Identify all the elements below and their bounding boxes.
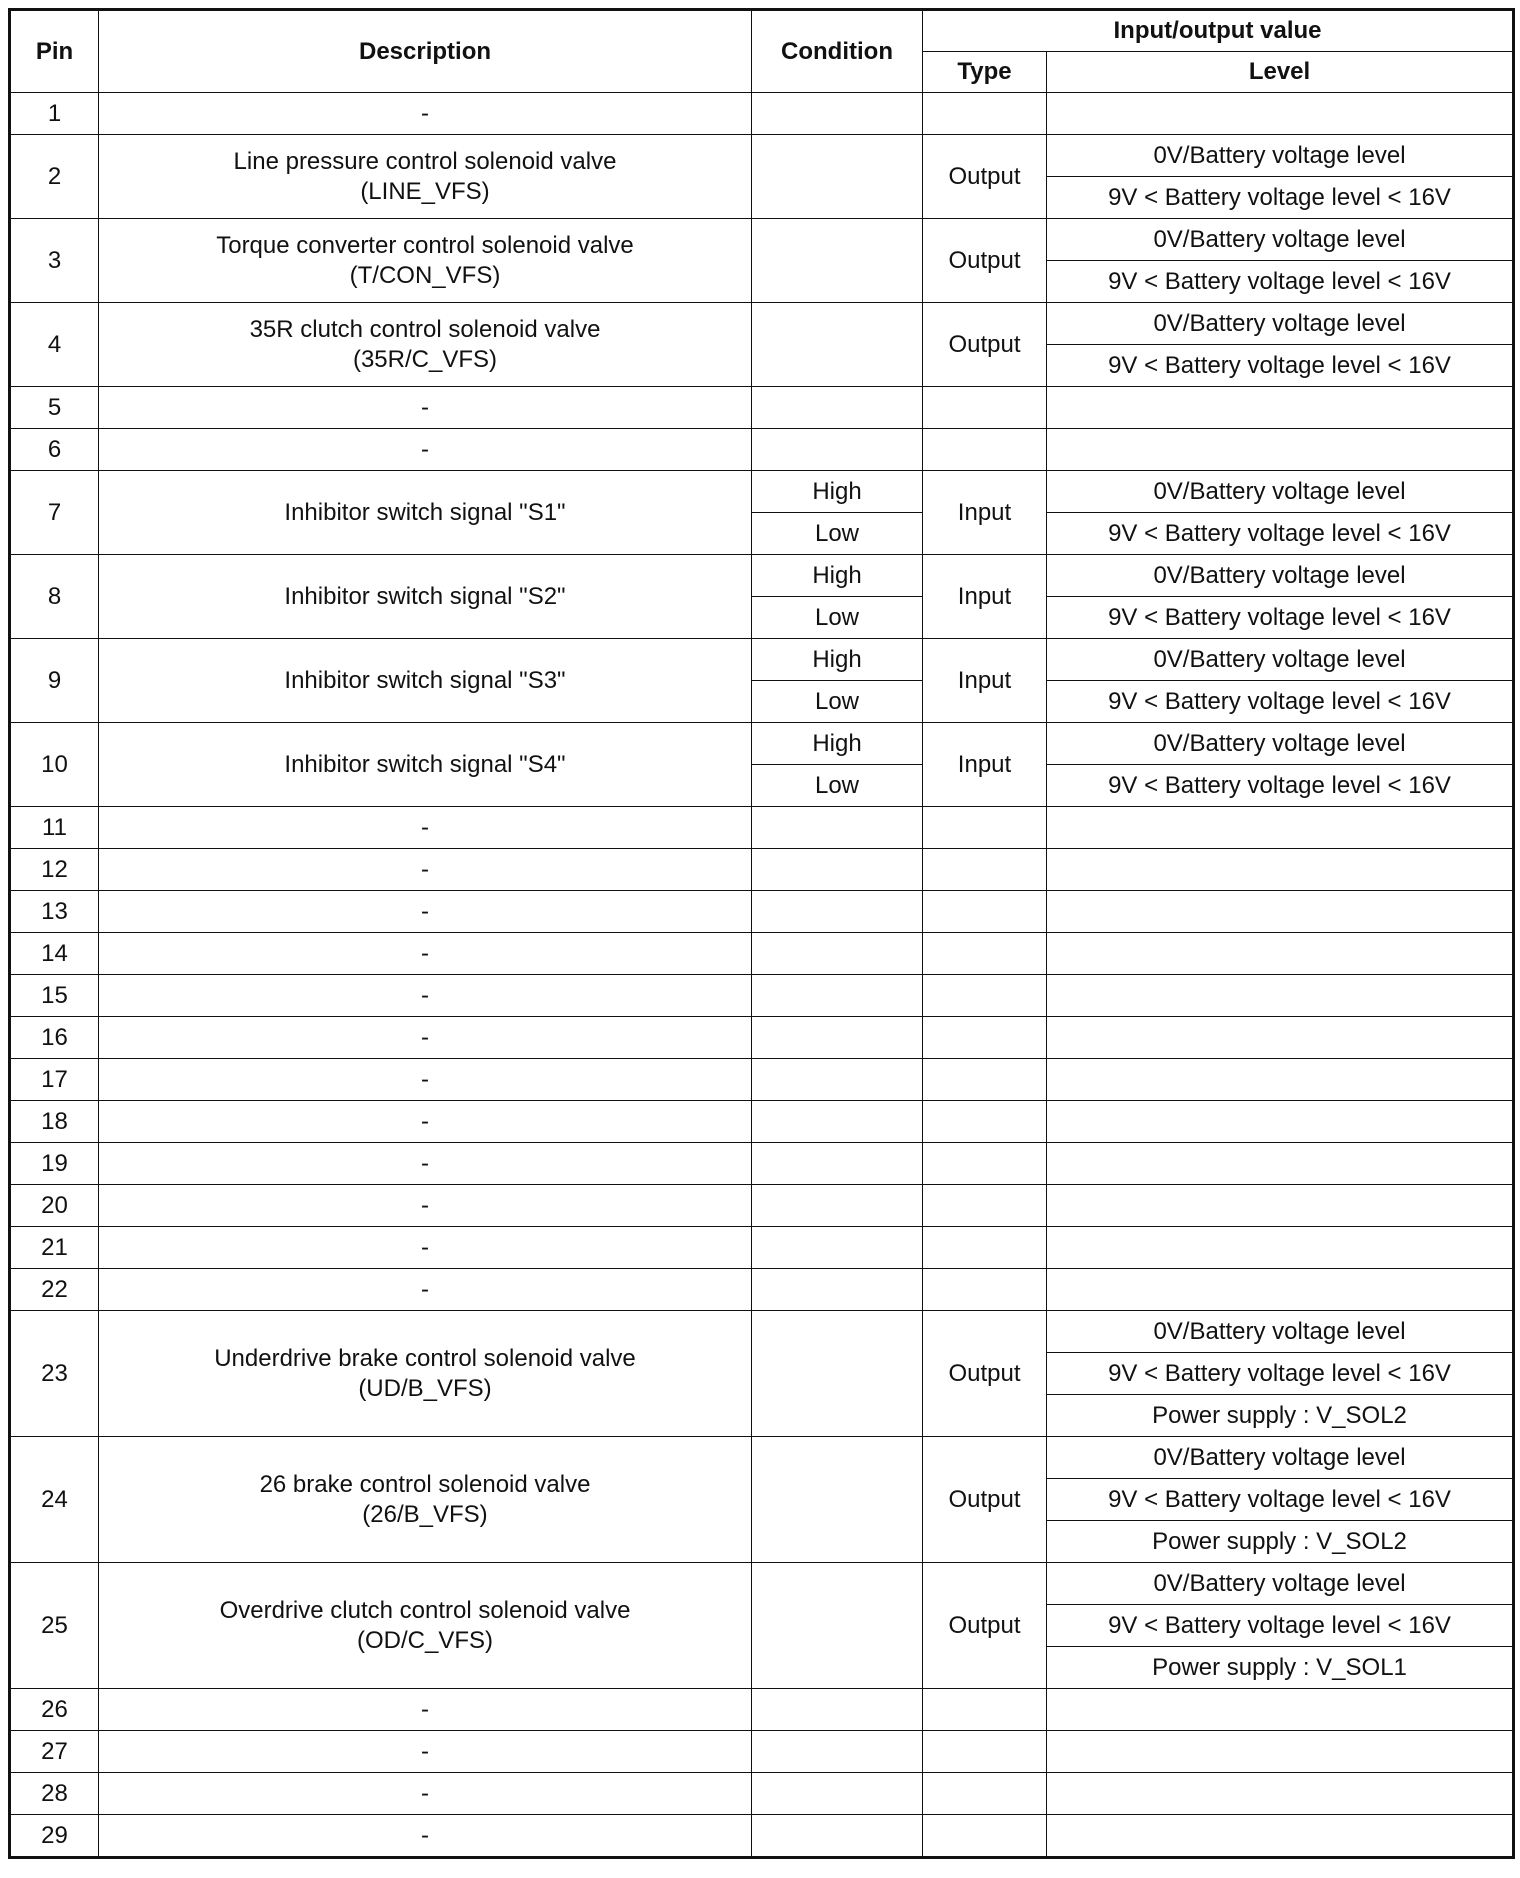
description-cell xyxy=(99,1269,752,1311)
description-cell xyxy=(99,1101,752,1143)
level-cell: 9V < Battery voltage level < 16V xyxy=(1047,597,1514,639)
table-row xyxy=(10,1101,1514,1143)
description-line: - xyxy=(421,393,429,421)
description-line: - xyxy=(421,981,429,1009)
table-row xyxy=(10,933,1514,975)
table-row xyxy=(10,1017,1514,1059)
level-cell xyxy=(1047,1185,1514,1227)
pin-number: 21 xyxy=(10,1227,99,1269)
table-row xyxy=(10,1311,1514,1353)
level-cell: 0V/Battery voltage level xyxy=(1047,471,1514,513)
type-cell xyxy=(923,387,1047,429)
level-cell xyxy=(1047,1101,1514,1143)
type-cell xyxy=(923,1269,1047,1311)
description-line: (LINE_VFS) xyxy=(360,177,490,205)
table-row xyxy=(10,555,1514,597)
description-cell xyxy=(99,1731,752,1773)
description-line: (OD/C_VFS) xyxy=(356,1626,493,1654)
condition-cell: High xyxy=(752,471,923,513)
condition-cell xyxy=(752,1437,923,1563)
header-description: Description xyxy=(99,10,752,93)
pin-number: 2 xyxy=(10,135,99,219)
pin-number: 10 xyxy=(10,723,99,807)
description-cell xyxy=(99,1689,752,1731)
pin-number: 3 xyxy=(10,219,99,303)
level-cell: 0V/Battery voltage level xyxy=(1047,1437,1514,1479)
type-cell: Input xyxy=(923,639,1047,723)
level-cell: 9V < Battery voltage level < 16V xyxy=(1047,765,1514,807)
level-cell: 0V/Battery voltage level xyxy=(1047,1563,1514,1605)
description-cell xyxy=(99,1563,752,1689)
level-cell: Power supply : V_SOL2 xyxy=(1047,1521,1514,1563)
level-cell xyxy=(1047,1815,1514,1858)
description-line: - xyxy=(421,1233,429,1261)
condition-cell xyxy=(752,1311,923,1437)
description-line: Inhibitor switch signal "S2" xyxy=(284,582,566,610)
pin-number: 27 xyxy=(10,1731,99,1773)
table-row xyxy=(10,849,1514,891)
level-cell: 0V/Battery voltage level xyxy=(1047,303,1514,345)
description-line: - xyxy=(421,1191,429,1219)
condition-cell xyxy=(752,1689,923,1731)
header-type: Type xyxy=(923,52,1047,93)
description-line: - xyxy=(421,1737,429,1765)
description-cell xyxy=(99,303,752,387)
table-row xyxy=(10,723,1514,765)
condition-cell xyxy=(752,387,923,429)
condition-cell: Low xyxy=(752,681,923,723)
pin-number: 17 xyxy=(10,1059,99,1101)
type-cell: Output xyxy=(923,1437,1047,1563)
condition-cell xyxy=(752,93,923,135)
pin-number: 18 xyxy=(10,1101,99,1143)
table-row xyxy=(10,891,1514,933)
level-cell: 9V < Battery voltage level < 16V xyxy=(1047,513,1514,555)
type-cell xyxy=(923,849,1047,891)
header-condition: Condition xyxy=(752,10,923,93)
condition-cell xyxy=(752,1017,923,1059)
description-cell xyxy=(99,849,752,891)
pin-number: 20 xyxy=(10,1185,99,1227)
condition-cell xyxy=(752,807,923,849)
level-cell xyxy=(1047,849,1514,891)
header-level: Level xyxy=(1047,52,1514,93)
description-cell xyxy=(99,891,752,933)
description-cell xyxy=(99,975,752,1017)
table-row xyxy=(10,639,1514,681)
condition-cell xyxy=(752,1227,923,1269)
pin-number: 6 xyxy=(10,429,99,471)
type-cell xyxy=(923,1731,1047,1773)
pin-number: 1 xyxy=(10,93,99,135)
description-line: 35R clutch control solenoid valve xyxy=(249,315,601,343)
condition-cell: Low xyxy=(752,513,923,555)
level-cell xyxy=(1047,1269,1514,1311)
description-line: - xyxy=(421,1107,429,1135)
description-cell xyxy=(99,471,752,555)
table-row xyxy=(10,1143,1514,1185)
condition-cell xyxy=(752,849,923,891)
level-cell xyxy=(1047,933,1514,975)
description-cell xyxy=(99,1185,752,1227)
table-row xyxy=(10,1059,1514,1101)
condition-cell xyxy=(752,1185,923,1227)
description-line: - xyxy=(421,1779,429,1807)
description-line: - xyxy=(421,855,429,883)
type-cell: Output xyxy=(923,135,1047,219)
description-line: - xyxy=(421,435,429,463)
description-line: Inhibitor switch signal "S1" xyxy=(284,498,566,526)
table-row xyxy=(10,1815,1514,1858)
level-cell xyxy=(1047,1017,1514,1059)
level-cell: 0V/Battery voltage level xyxy=(1047,135,1514,177)
table-row xyxy=(10,975,1514,1017)
table-row xyxy=(10,1227,1514,1269)
pin-number: 25 xyxy=(10,1563,99,1689)
type-cell xyxy=(923,891,1047,933)
description-line: - xyxy=(421,1149,429,1177)
description-line: (35R/C_VFS) xyxy=(352,345,498,373)
type-cell xyxy=(923,1017,1047,1059)
description-cell xyxy=(99,1437,752,1563)
table-row xyxy=(10,93,1514,135)
type-cell xyxy=(923,1773,1047,1815)
condition-cell xyxy=(752,1731,923,1773)
pin-number: 26 xyxy=(10,1689,99,1731)
description-cell xyxy=(99,135,752,219)
pin-number: 9 xyxy=(10,639,99,723)
level-cell xyxy=(1047,975,1514,1017)
level-cell: 9V < Battery voltage level < 16V xyxy=(1047,1353,1514,1395)
table-row xyxy=(10,387,1514,429)
description-line: - xyxy=(421,99,429,127)
table-row xyxy=(10,807,1514,849)
level-cell: 9V < Battery voltage level < 16V xyxy=(1047,681,1514,723)
condition-cell: High xyxy=(752,639,923,681)
pin-number: 28 xyxy=(10,1773,99,1815)
table-header xyxy=(10,10,1514,93)
pin-number: 8 xyxy=(10,555,99,639)
description-line: Underdrive brake control solenoid valve xyxy=(214,1344,636,1372)
table-row xyxy=(10,1563,1514,1605)
condition-cell: High xyxy=(752,555,923,597)
level-cell xyxy=(1047,93,1514,135)
description-cell xyxy=(99,93,752,135)
pin-number: 22 xyxy=(10,1269,99,1311)
condition-cell xyxy=(752,1563,923,1689)
pin-table xyxy=(8,8,1515,1859)
type-cell xyxy=(923,1689,1047,1731)
pin-number: 14 xyxy=(10,933,99,975)
condition-cell: High xyxy=(752,723,923,765)
level-cell: 0V/Battery voltage level xyxy=(1047,555,1514,597)
condition-cell xyxy=(752,303,923,387)
description-line: (T/CON_VFS) xyxy=(349,261,501,289)
type-cell xyxy=(923,1143,1047,1185)
condition-cell xyxy=(752,1269,923,1311)
pin-number: 7 xyxy=(10,471,99,555)
description-line: Torque converter control solenoid valve xyxy=(216,231,634,259)
pin-number: 19 xyxy=(10,1143,99,1185)
type-cell xyxy=(923,1227,1047,1269)
description-cell xyxy=(99,219,752,303)
description-cell xyxy=(99,1815,752,1858)
level-cell: 0V/Battery voltage level xyxy=(1047,723,1514,765)
table-row xyxy=(10,1269,1514,1311)
level-cell xyxy=(1047,1227,1514,1269)
table-row xyxy=(10,471,1514,513)
level-cell: 9V < Battery voltage level < 16V xyxy=(1047,1605,1514,1647)
level-cell xyxy=(1047,1689,1514,1731)
type-cell: Output xyxy=(923,1311,1047,1437)
type-cell: Output xyxy=(923,219,1047,303)
description-cell xyxy=(99,555,752,639)
pin-number: 11 xyxy=(10,807,99,849)
pin-number: 29 xyxy=(10,1815,99,1858)
type-cell xyxy=(923,1059,1047,1101)
level-cell xyxy=(1047,1773,1514,1815)
condition-cell xyxy=(752,429,923,471)
pin-number: 24 xyxy=(10,1437,99,1563)
level-cell: Power supply : V_SOL1 xyxy=(1047,1647,1514,1689)
description-line: (UD/B_VFS) xyxy=(358,1374,492,1402)
condition-cell xyxy=(752,219,923,303)
description-cell xyxy=(99,933,752,975)
description-line: Inhibitor switch signal "S4" xyxy=(284,750,566,778)
pin-number: 15 xyxy=(10,975,99,1017)
description-line: - xyxy=(421,939,429,967)
type-cell xyxy=(923,1185,1047,1227)
level-cell: 0V/Battery voltage level xyxy=(1047,1311,1514,1353)
type-cell: Input xyxy=(923,555,1047,639)
table-row xyxy=(10,135,1514,177)
table-row xyxy=(10,219,1514,261)
condition-cell: Low xyxy=(752,597,923,639)
level-cell xyxy=(1047,891,1514,933)
description-line: Overdrive clutch control solenoid valve xyxy=(219,1596,631,1624)
condition-cell xyxy=(752,1773,923,1815)
type-cell xyxy=(923,1815,1047,1858)
condition-cell xyxy=(752,1059,923,1101)
type-cell xyxy=(923,975,1047,1017)
level-cell xyxy=(1047,1143,1514,1185)
description-line: 26 brake control solenoid valve xyxy=(259,1470,591,1498)
condition-cell xyxy=(752,1815,923,1858)
description-line: - xyxy=(421,1275,429,1303)
level-cell: 0V/Battery voltage level xyxy=(1047,639,1514,681)
table-body xyxy=(10,93,1514,1858)
description-cell xyxy=(99,429,752,471)
description-line: - xyxy=(421,1065,429,1093)
condition-cell xyxy=(752,135,923,219)
level-cell: Power supply : V_SOL2 xyxy=(1047,1395,1514,1437)
description-line: - xyxy=(421,897,429,925)
description-line: - xyxy=(421,1821,429,1849)
condition-cell: Low xyxy=(752,765,923,807)
level-cell xyxy=(1047,1731,1514,1773)
pin-number: 12 xyxy=(10,849,99,891)
table-row xyxy=(10,1185,1514,1227)
table-row xyxy=(10,1689,1514,1731)
type-cell xyxy=(923,429,1047,471)
description-cell xyxy=(99,1143,752,1185)
description-line: - xyxy=(421,813,429,841)
pin-number: 4 xyxy=(10,303,99,387)
description-line: Inhibitor switch signal "S3" xyxy=(284,666,566,694)
condition-cell xyxy=(752,933,923,975)
description-cell xyxy=(99,1773,752,1815)
condition-cell xyxy=(752,1101,923,1143)
header-pin: Pin xyxy=(10,10,99,93)
level-cell: 0V/Battery voltage level xyxy=(1047,219,1514,261)
description-cell xyxy=(99,639,752,723)
type-cell xyxy=(923,93,1047,135)
table-row xyxy=(10,1773,1514,1815)
level-cell xyxy=(1047,429,1514,471)
condition-cell xyxy=(752,891,923,933)
table-row xyxy=(10,1731,1514,1773)
pin-number: 16 xyxy=(10,1017,99,1059)
description-cell xyxy=(99,1059,752,1101)
description-line: Line pressure control solenoid valve xyxy=(233,147,617,175)
type-cell xyxy=(923,933,1047,975)
description-line: - xyxy=(421,1695,429,1723)
pin-number: 5 xyxy=(10,387,99,429)
level-cell: 9V < Battery voltage level < 16V xyxy=(1047,177,1514,219)
level-cell: 9V < Battery voltage level < 16V xyxy=(1047,1479,1514,1521)
description-cell xyxy=(99,723,752,807)
type-cell xyxy=(923,1101,1047,1143)
description-line: - xyxy=(421,1023,429,1051)
description-cell xyxy=(99,1311,752,1437)
table-row xyxy=(10,303,1514,345)
level-cell xyxy=(1047,807,1514,849)
description-cell xyxy=(99,807,752,849)
level-cell: 9V < Battery voltage level < 16V xyxy=(1047,345,1514,387)
type-cell: Input xyxy=(923,723,1047,807)
header-io-value: Input/output value xyxy=(923,10,1514,52)
description-line: (26/B_VFS) xyxy=(362,1500,488,1528)
type-cell: Output xyxy=(923,1563,1047,1689)
level-cell xyxy=(1047,387,1514,429)
level-cell xyxy=(1047,1059,1514,1101)
description-cell xyxy=(99,387,752,429)
description-cell xyxy=(99,1227,752,1269)
pin-number: 23 xyxy=(10,1311,99,1437)
type-cell: Input xyxy=(923,471,1047,555)
type-cell: Output xyxy=(923,303,1047,387)
pin-number: 13 xyxy=(10,891,99,933)
condition-cell xyxy=(752,975,923,1017)
condition-cell xyxy=(752,1143,923,1185)
table-row xyxy=(10,1437,1514,1479)
description-cell xyxy=(99,1017,752,1059)
level-cell: 9V < Battery voltage level < 16V xyxy=(1047,261,1514,303)
type-cell xyxy=(923,807,1047,849)
table-row xyxy=(10,429,1514,471)
